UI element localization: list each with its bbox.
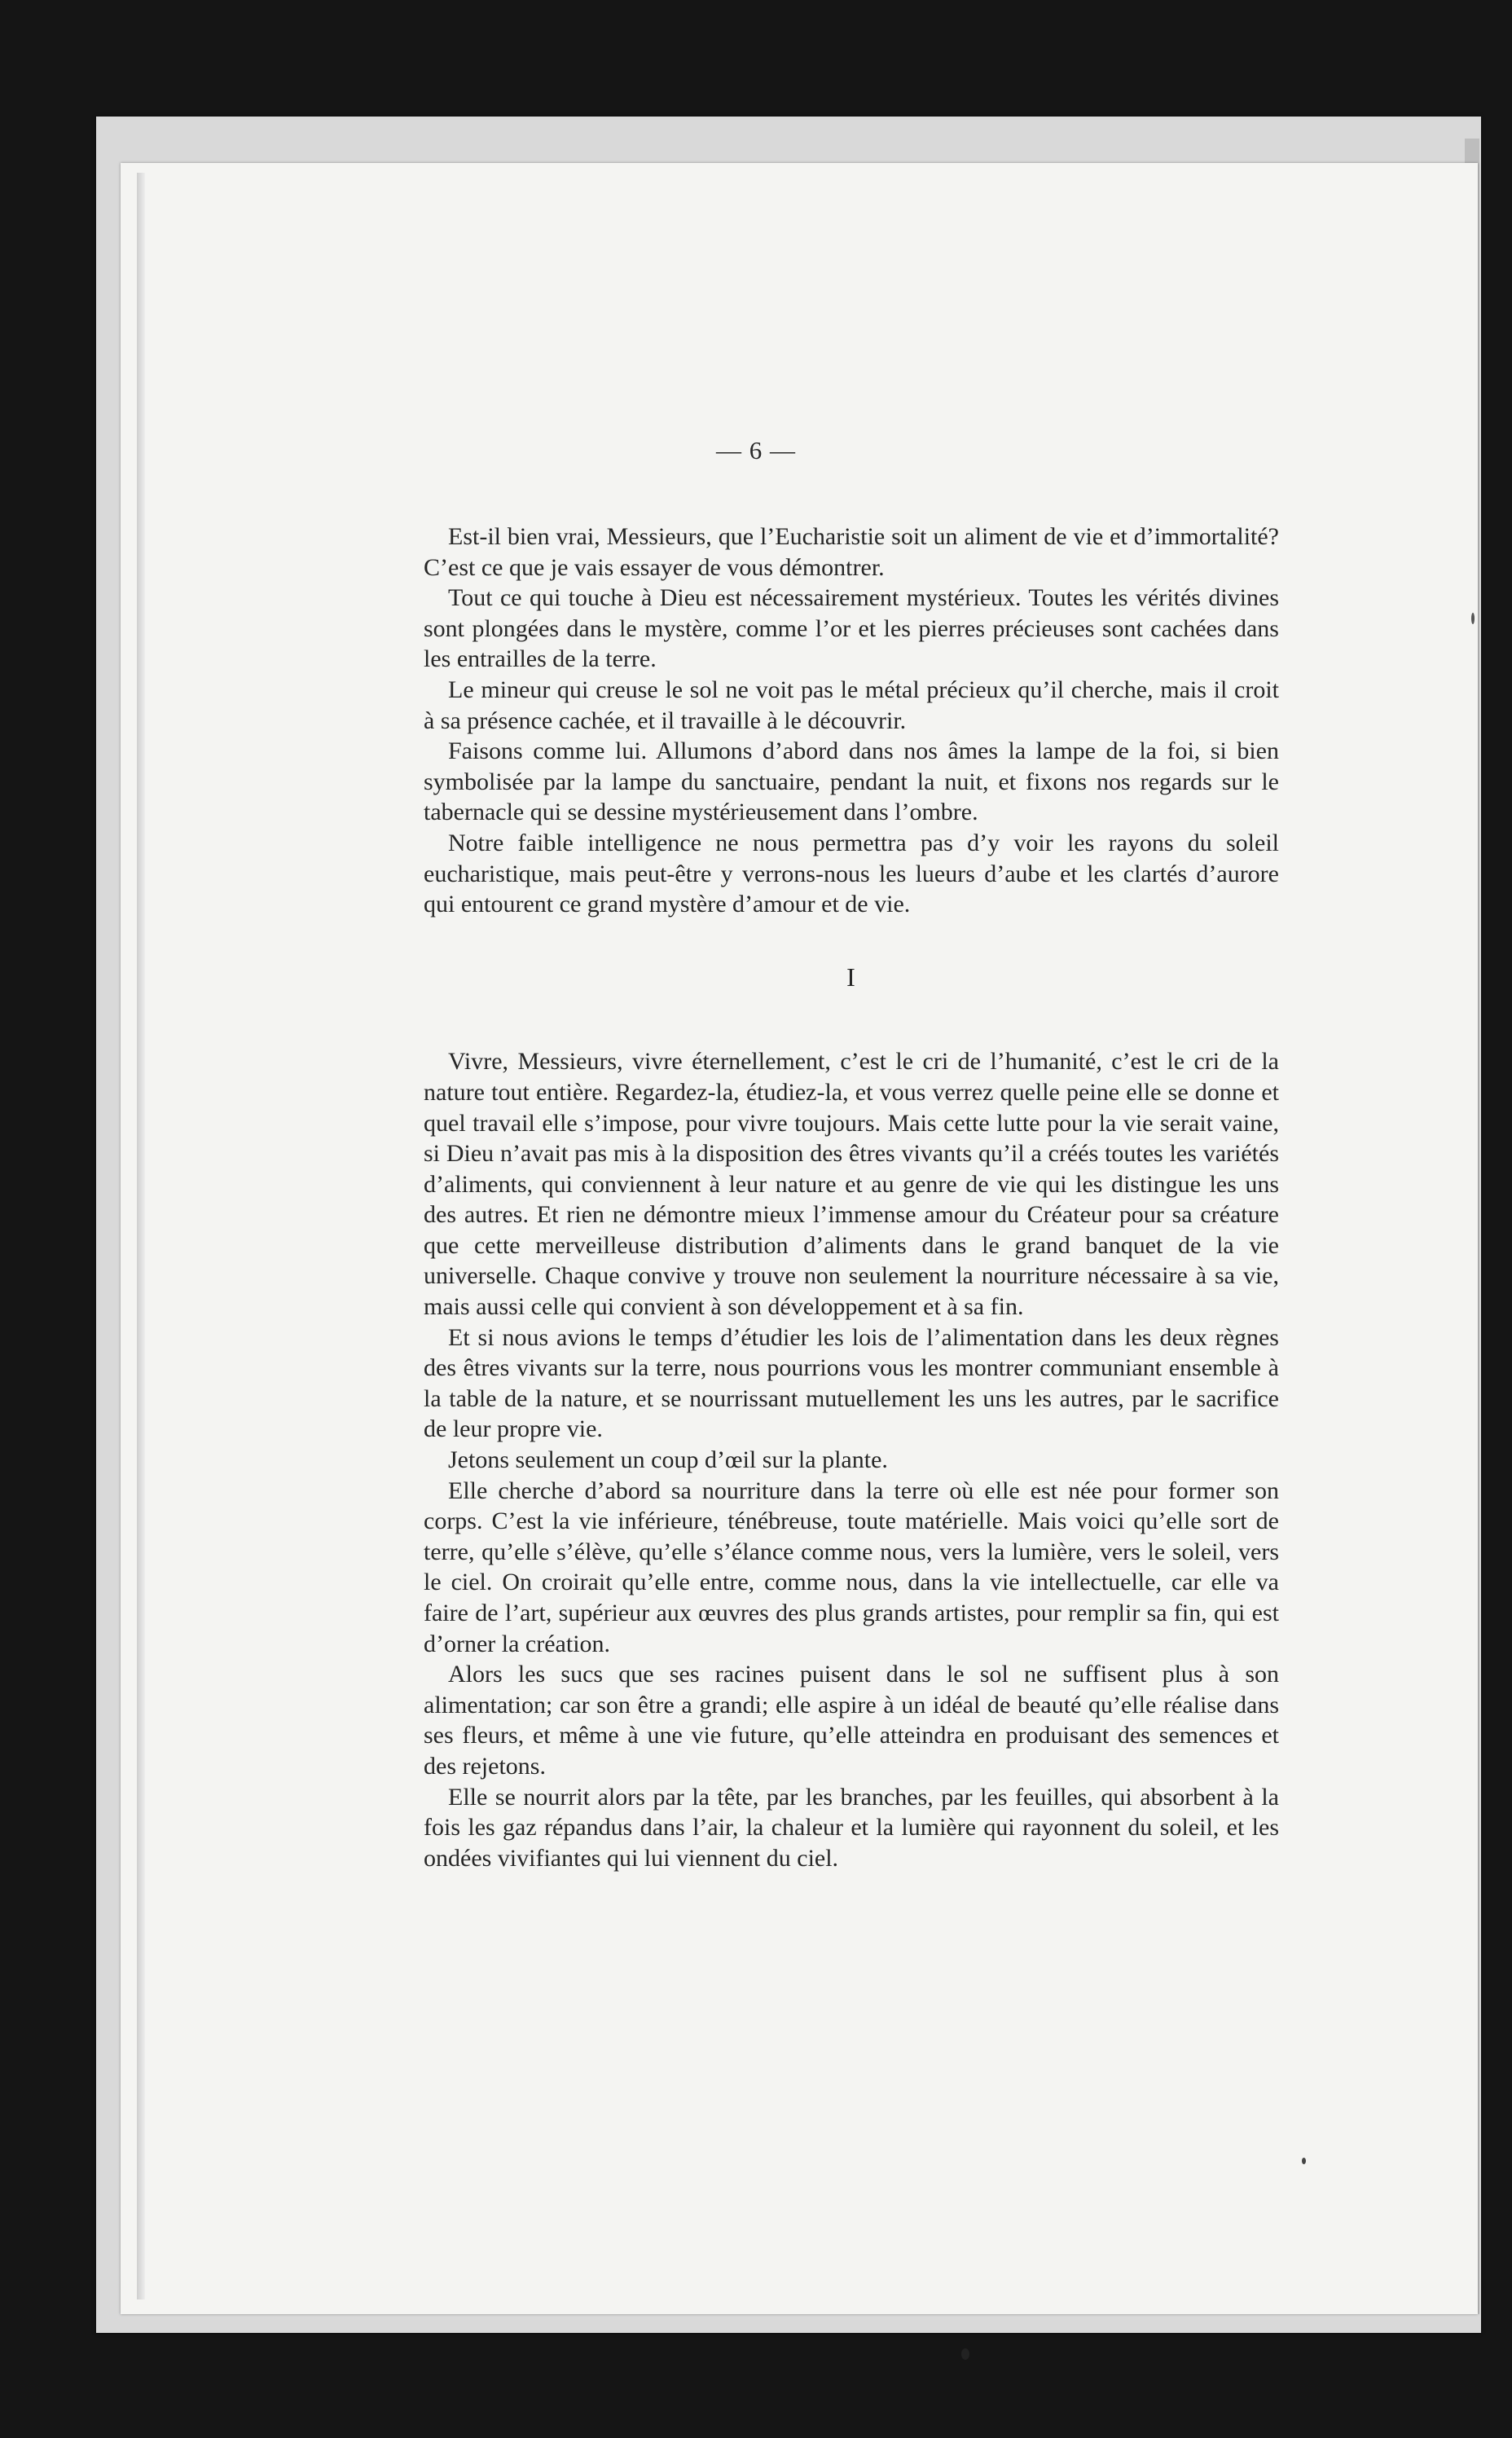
- paragraph: Tout ce qui touche à Dieu est nécessairement mystérieux. Toutes les vérités divines sont plongées dans le mystère, comme l’or et les pierres précieuses sont cachées dans les entrailles de la terre.: [424, 584, 1279, 673]
- paragraph: Le mineur qui creuse le sol ne voit pas le métal précieux qu’il cherche, mais il croit à sa présence cachée, et il travaille à le découvrir.: [424, 676, 1279, 734]
- paragraph: Jetons seulement un coup d’œil sur la plante.: [448, 1446, 888, 1474]
- page-binding-edge: [137, 173, 145, 2299]
- paragraph: Et si nous avions le temps d’étudier les lois de l’alimentation dans les deux règnes des êtres vivants sur la terre, nous pourrions vous les montrer communiant ensemble à la table de la nature, et se nourrissant mutuellement les uns les autres, par le sacrifice de leur propre vie.: [424, 1323, 1279, 1443]
- paragraph: Notre faible intelligence ne nous permettra pas d’y voir les rayons du soleil eucharistique, mais peut-être y verrons-nous les lueurs d’aube et les clartés d’aurore qui entourent ce grand mystère d’amour et de vie.: [424, 829, 1279, 918]
- paragraph: Alors les sucs que ses racines puisent dans le sol ne suffisent plus à son alimentation; car son être a grandi; elle aspire à un idéal de beauté qu’elle réalise dans ses fleurs, et même à une vie future, qu’elle atteindra en produisant des semences et des rejetons.: [424, 1661, 1279, 1780]
- paragraph: Faisons comme lui. Allumons d’abord dans nos âmes la lampe de la foi, si bien symbolisée par la lampe du sanctuaire, pendant la nuit, et fixons nos regards sur le tabernacle qui se dessine mystérieusement dans l’ombre.: [424, 737, 1279, 826]
- scan-speck: [1471, 613, 1475, 624]
- paragraph: Vivre, Messieurs, vivre éternellement, c’est le cri de l’humanité, c’est le cri de la nature tout entière. Regardez-la, étudiez-la, et vous verrez quelle peine elle se donne et quel travail elle s’impose, pour vivre toujours. Mais cette lutte pour la vie serait vaine, si Dieu n’avait pas mis à la disposition des êtres vivants qu’il a créés toutes les variétés d’aliments, qui conviennent à leur nature et au genre de vie qui les distingue les uns des autres. Et rien ne démontre mieux l’immense amour du Créateur pour sa créature que cette merveilleuse distribution d’aliments dans le grand banquet de la vie universelle. Chaque convive y trouve non seulement la nourriture nécessaire à sa vie, mais aussi celle qui convient à son développement et à sa fin.: [424, 1048, 1279, 1321]
- paragraph: Elle cherche d’abord sa nourriture dans la terre où elle est née pour former son corps. C’est la vie inférieure, ténébreuse, toute matérielle. Mais voici qu’elle sort de terre, qu’elle s’élève, qu’elle s’élance comme nous, vers la lumière, vers le soleil, vers le ciel. On croirait qu’elle entre, comme nous, dans la vie intellectuelle, car elle va faire de l’art, supérieur aux œuvres des plus grands artistes, pour remplir sa fin, qui est d’orner la création.: [424, 1476, 1279, 1657]
- body-text: [424, 521, 1279, 1873]
- scan-speck: [961, 2348, 969, 2360]
- section-heading: I: [846, 962, 856, 992]
- paragraph: Elle se nourrit alors par la tête, par les branches, par les feuilles, qui absorbent à la fois les gaz répandus dans l’air, la chaleur et la lumière qui rayonnent du soleil, et les ondées vivifiantes qui lui viennent du ciel.: [424, 1783, 1279, 1872]
- paragraph: Est-il bien vrai, Messieurs, que l’Eucharistie soit un aliment de vie et d’immortalité? C’est ce que je vais essayer de vous démontrer.: [424, 523, 1279, 581]
- scan-speck: [1302, 2158, 1306, 2164]
- page-number: — 6 —: [716, 436, 796, 464]
